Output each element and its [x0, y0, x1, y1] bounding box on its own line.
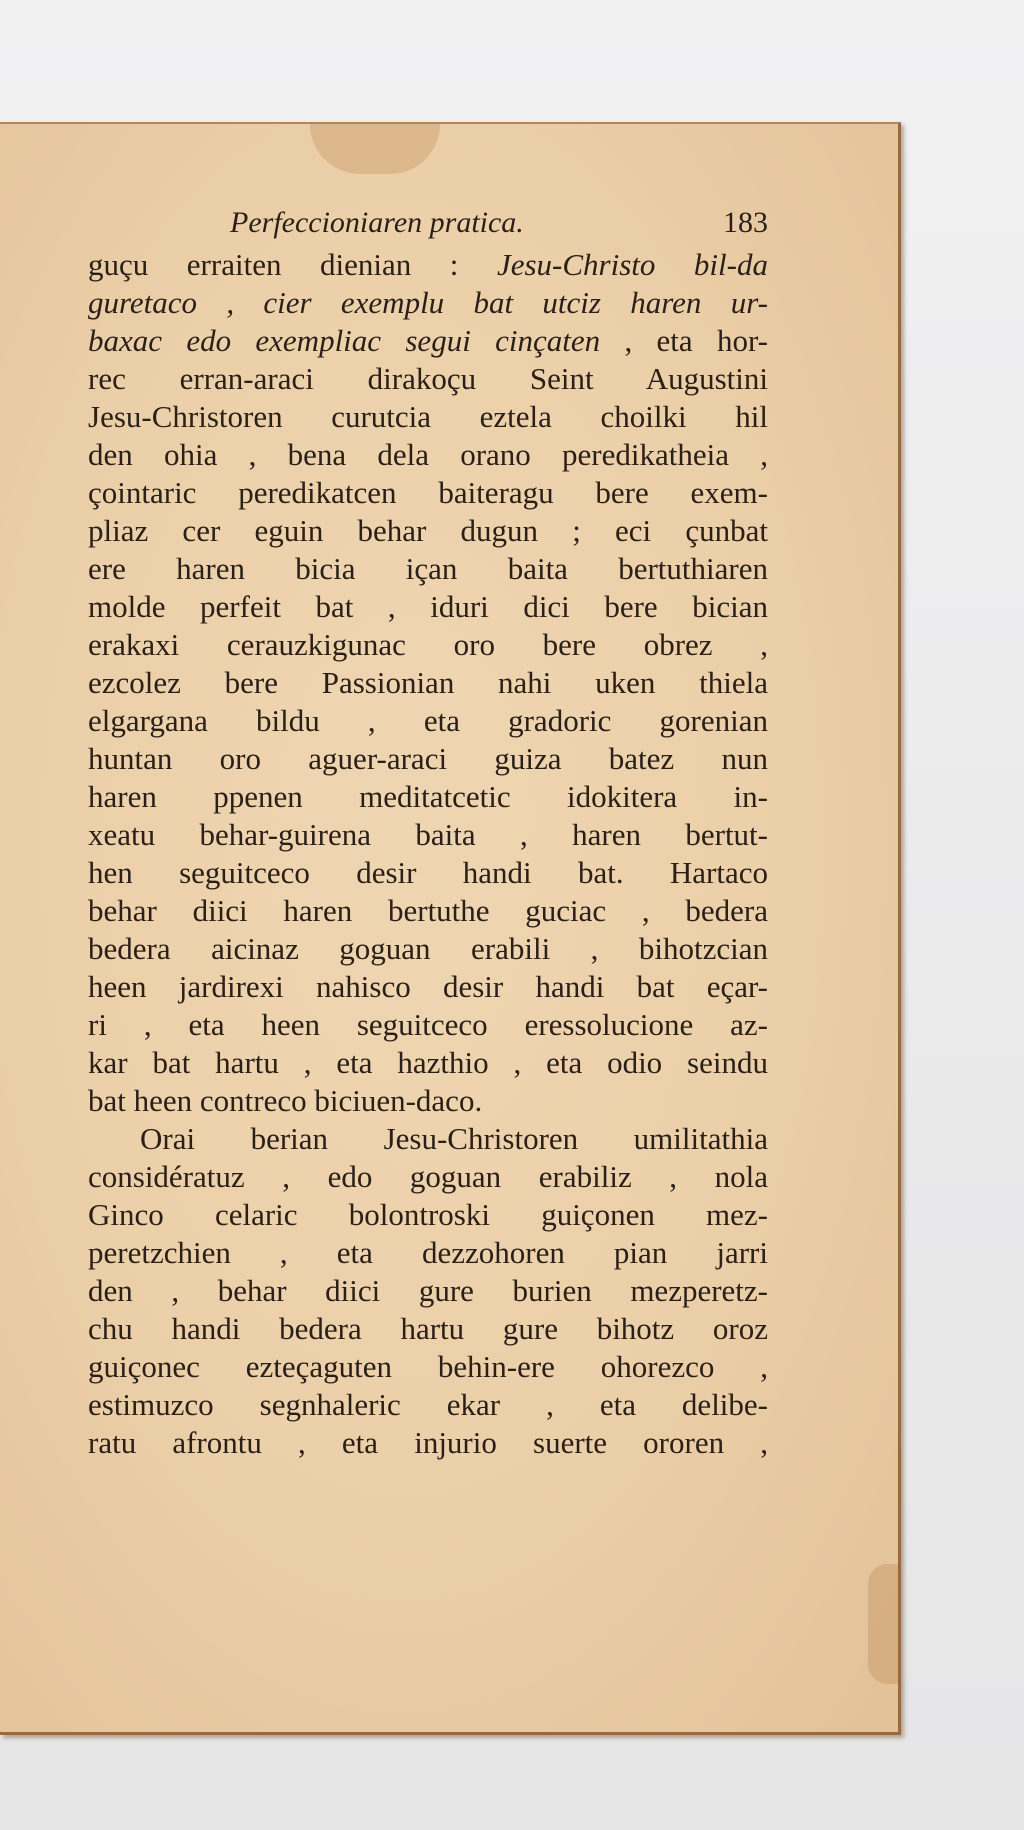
text-line: hen seguitceco desir handi bat. Hartaco: [88, 855, 768, 890]
text-line: haren ppenen meditatcetic idokitera in-: [88, 779, 768, 814]
text-line: ere haren bicia içan baita bertuthiaren: [88, 551, 768, 586]
text-line: heen jardirexi nahisco desir handi bat eçar-: [88, 969, 768, 1004]
text-line: ratu afrontu , eta injurio suerte ororen ,: [88, 1425, 768, 1460]
text-line: guiçonec ezteçaguten behin-ere ohorezco ,: [88, 1349, 768, 1384]
text-line: peretzchien , eta dezzohoren pian jarri: [88, 1235, 768, 1270]
text-line: behar diici haren bertuthe guciac , bedera: [88, 893, 768, 928]
text-line: Ginco celaric bolontroski guiçonen mez-: [88, 1197, 768, 1232]
italic-text: guretaco , cier exemplu bat utciz haren ur-: [88, 285, 768, 320]
text-line: chu handi bedera hartu gure bihotz oroz: [88, 1311, 768, 1346]
page-stain: [310, 124, 440, 174]
text-line: den , behar diici gure burien mezperetz-: [88, 1273, 768, 1308]
text-line: molde perfeit bat , iduri dici bere bician: [88, 589, 768, 624]
text-line: kar bat hartu , eta hazthio , eta odio seindu: [88, 1045, 768, 1080]
text-line: den ohia , bena dela orano peredikatheia ,: [88, 437, 768, 472]
text-line: bat heen contreco biciuen-daco.: [88, 1083, 483, 1118]
book-page: [0, 122, 901, 1735]
text-line: erakaxi cerauzkigunac oro bere obrez ,: [88, 627, 768, 662]
text-line: [88, 284, 768, 322]
italic-text: baxac edo exempliac segui cinçaten: [88, 323, 601, 358]
edge-wear: [868, 1564, 898, 1684]
text-line: elgargana bildu , eta gradoric gorenian: [88, 703, 768, 738]
line-text: , eta hor-: [600, 323, 768, 358]
text-line: Jesu-Christoren curutcia eztela choilki hil: [88, 399, 768, 434]
text-line: xeatu behar-guirena baita , haren bertut-: [88, 817, 768, 852]
text-line: considératuz , edo goguan erabiliz , nola: [88, 1159, 768, 1194]
running-head: [88, 204, 768, 244]
italic-text: Jesu-Christo bil-da: [496, 247, 768, 282]
running-title: Perfeccioniaren pratica.: [230, 206, 524, 239]
text-line: bedera aicinaz goguan erabili , bihotzcian: [88, 931, 768, 966]
text-line: [88, 322, 768, 360]
text-line: çointaric peredikatcen baiteragu bere exem-: [88, 475, 768, 510]
text-line: pliaz cer eguin behar dugun ; eci çunbat: [88, 513, 768, 548]
line-text: guçu erraiten dienian :: [88, 247, 497, 282]
text-line: huntan oro aguer-araci guiza batez nun: [88, 741, 768, 776]
text-line: ezcolez bere Passionian nahi uken thiela: [88, 665, 768, 700]
text-line: [88, 246, 768, 284]
text-line: ri , eta heen seguitceco eressolucione az-: [88, 1007, 768, 1042]
text-line: rec erran-araci dirakoçu Seint Augustini: [88, 361, 768, 396]
page-number: 183: [723, 206, 768, 239]
text-line: estimuzco segnhaleric ekar , eta delibe-: [88, 1387, 768, 1422]
page-text: [88, 204, 768, 1462]
paragraph-start-line: Orai berian Jesu-Christoren umilitathia: [140, 1121, 768, 1156]
